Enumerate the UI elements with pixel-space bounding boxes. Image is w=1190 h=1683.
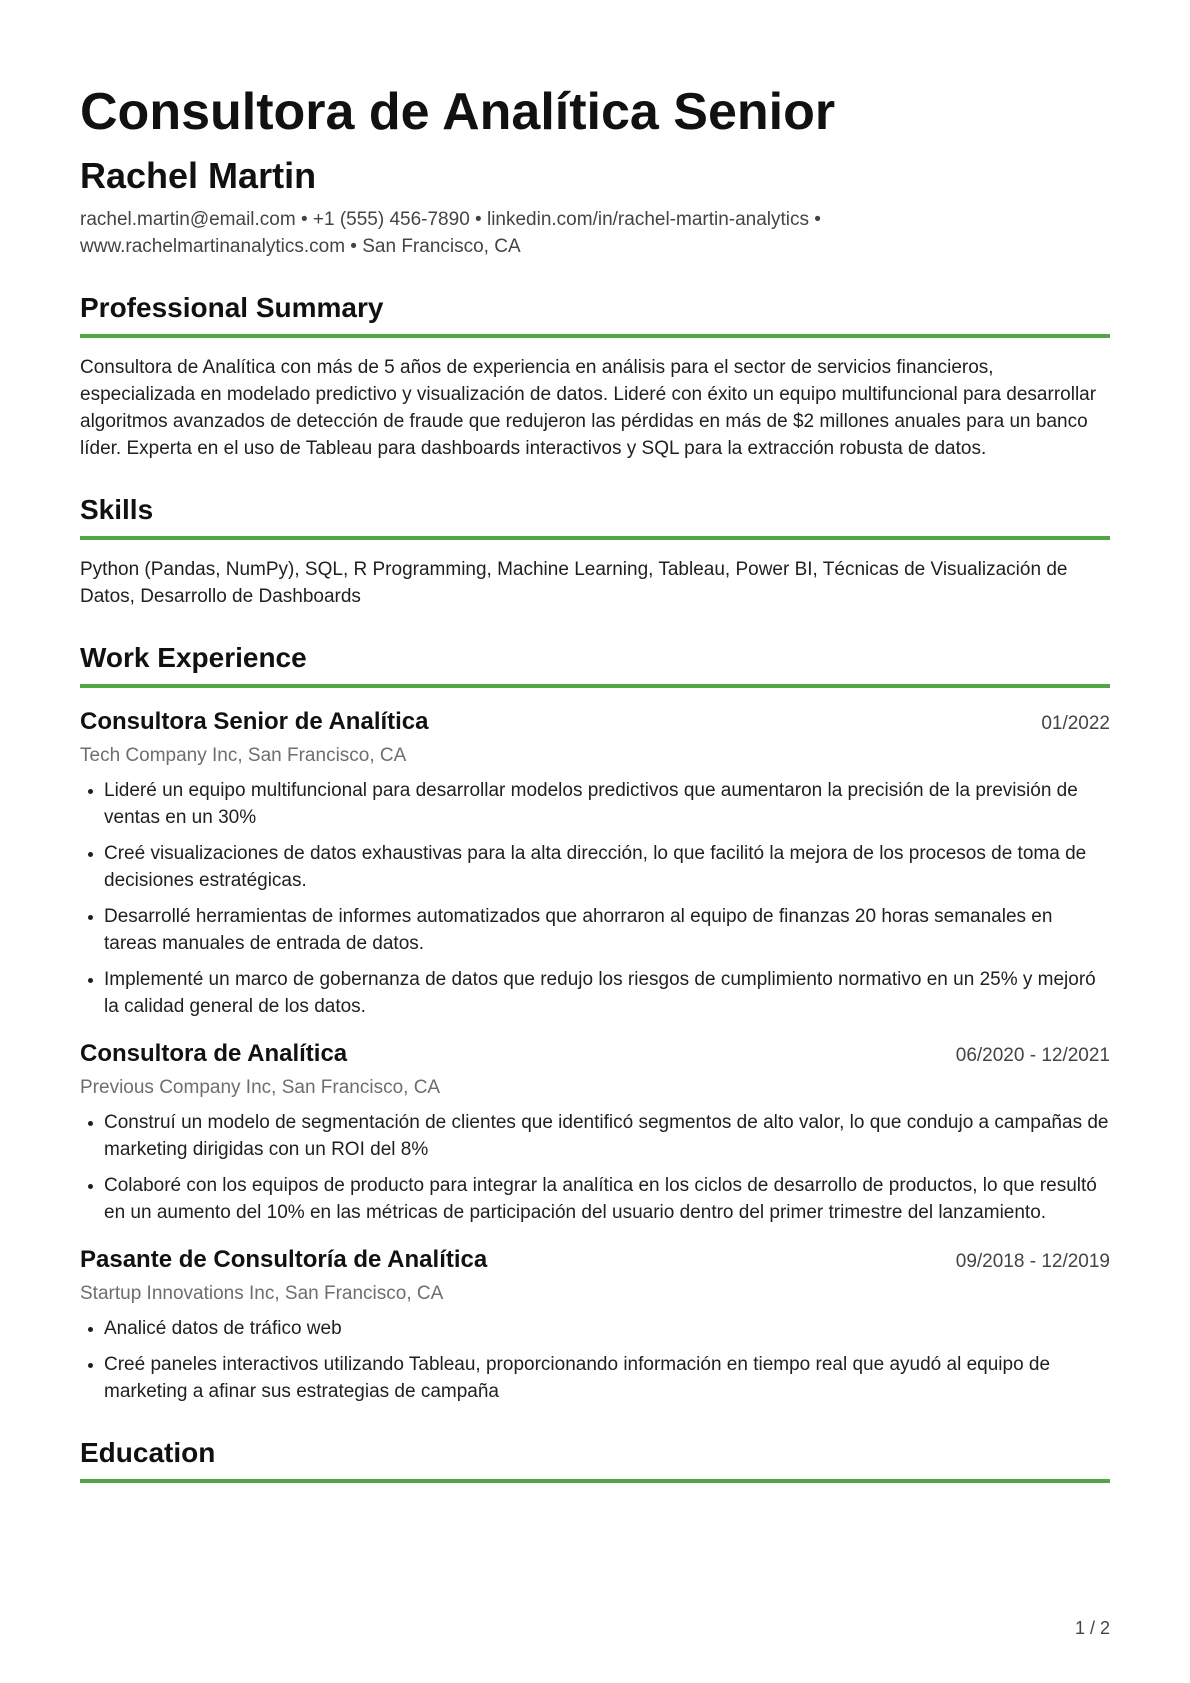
job-company: Tech Company Inc, San Francisco, CA bbox=[80, 745, 407, 766]
job-company: Startup Innovations Inc, San Francisco, CA bbox=[80, 1283, 444, 1304]
job-bullet: Lideré un equipo multifuncional para desarrollar modelos predictivos que aumentaron la precisión de la previsión de ventas en un 30% bbox=[80, 777, 1110, 831]
job-bullet: Analicé datos de tráfico web bbox=[80, 1315, 1110, 1342]
skills-text: Python (Pandas, NumPy), SQL, R Programming, Machine Learning, Tableau, Power BI, Técnicas de Visualización de Datos, Desarrollo de Dashboards bbox=[80, 559, 1068, 607]
job-bullet: Colaboré con los equipos de producto para integrar la analítica en los ciclos de desarrollo de productos, lo que resultó en un aumento del 10% en las métricas de participación del usuario dentro del primer trimestre del lanzamiento. bbox=[80, 1172, 1110, 1226]
job-bullets bbox=[80, 1315, 1110, 1405]
job-bullets bbox=[80, 1109, 1110, 1226]
summary-text: Consultora de Analítica con más de 5 años de experiencia en análisis para el sector de servicios financieros, especializada en modelado predictivo y visualización de datos. Lideré con éxito un equipo multifuncional para desarrollar algoritmos avanzados de detección de fraude que redujeron las pérdidas en más de $2 millones anuales para un banco líder. Experta en el uso de Tableau para dashboards interactivos y SQL para la extracción robusta de datos. bbox=[80, 357, 1097, 459]
education-section bbox=[80, 1435, 1110, 1483]
job-date: 06/2020 - 12/2021 bbox=[955, 1045, 1110, 1066]
job-entry bbox=[80, 1244, 1110, 1405]
job-title: Consultora Senior de Analítica bbox=[80, 708, 429, 735]
experience-section bbox=[80, 640, 1110, 1405]
job-bullet: Construí un modelo de segmentación de clientes que identificó segmentos de alto valor, lo que condujo a campañas de marketing dirigidas con un ROI del 8% bbox=[80, 1109, 1110, 1163]
job-header bbox=[80, 706, 1110, 738]
contact-info bbox=[80, 206, 1040, 260]
summary-section bbox=[80, 290, 1110, 462]
job-header bbox=[80, 1038, 1110, 1070]
job-header bbox=[80, 1244, 1110, 1276]
job-bullet: Implementé un marco de gobernanza de datos que redujo los riesgos de cumplimiento normativo en un 25% y mejoró la calidad general de los datos. bbox=[80, 966, 1110, 1020]
skills-heading: Skills bbox=[80, 492, 1110, 540]
job-title: Consultora de Analítica bbox=[80, 1040, 348, 1067]
job-bullet: Creé paneles interactivos utilizando Tableau, proporcionando información en tiempo real que ayudó al equipo de marketing a afinar sus estrategias de campaña bbox=[80, 1351, 1110, 1405]
candidate-name: Rachel Martin bbox=[80, 155, 317, 196]
summary-heading: Professional Summary bbox=[80, 290, 1110, 338]
education-heading: Education bbox=[80, 1435, 1110, 1483]
job-entry bbox=[80, 1038, 1110, 1226]
job-date: 01/2022 bbox=[1041, 713, 1110, 734]
job-date: 09/2018 - 12/2019 bbox=[955, 1251, 1110, 1272]
job-title: Pasante de Consultoría de Analítica bbox=[80, 1246, 488, 1273]
job-bullets bbox=[80, 777, 1110, 1020]
resume-title: Consultora de Analítica Senior bbox=[80, 83, 836, 141]
job-company: Previous Company Inc, San Francisco, CA bbox=[80, 1077, 441, 1098]
page-number: 1 / 2 bbox=[1074, 1618, 1110, 1638]
job-entry bbox=[80, 706, 1110, 1020]
skills-section bbox=[80, 492, 1110, 610]
job-bullet: Desarrollé herramientas de informes automatizados que ahorraron al equipo de finanzas 20 horas semanales en tareas manuales de entrada de datos. bbox=[80, 903, 1110, 957]
contact-line-2: www.rachelmartinanalytics.com • San Francisco, CA bbox=[80, 236, 521, 257]
experience-heading: Work Experience bbox=[80, 640, 1110, 688]
job-bullet: Creé visualizaciones de datos exhaustivas para la alta dirección, lo que facilitó la mejora de los procesos de toma de decisiones estratégicas. bbox=[80, 840, 1110, 894]
contact-line-1: rachel.martin@email.com • +1 (555) 456-7890 • linkedin.com/in/rachel-martin-analytics • bbox=[80, 209, 821, 230]
